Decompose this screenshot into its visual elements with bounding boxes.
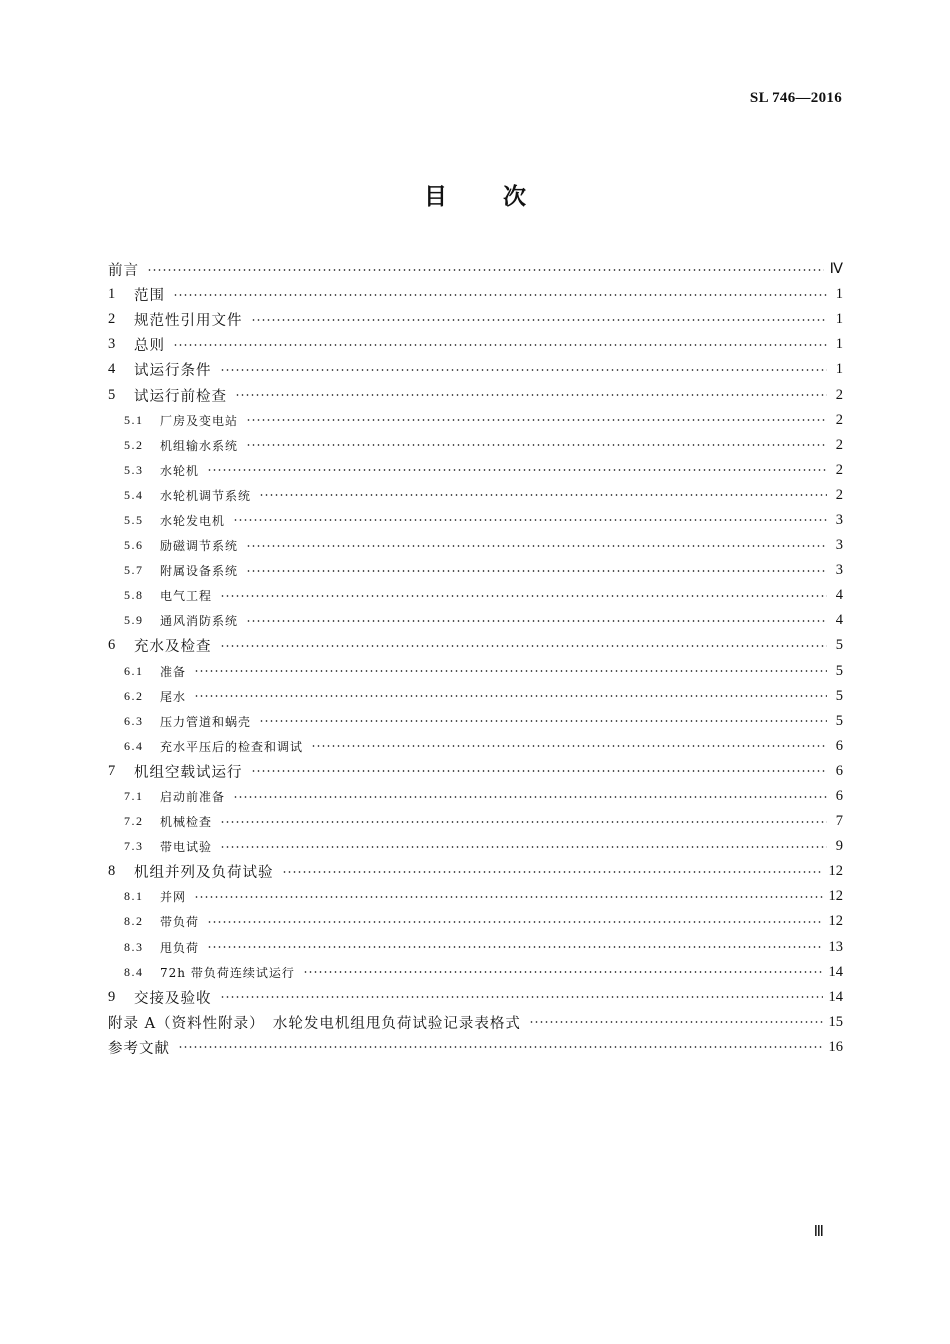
toc-entry-title: 机组输水系统 <box>160 438 239 453</box>
dot-leader <box>246 570 827 572</box>
title-char-right: 次 <box>503 184 526 210</box>
toc-entry-title: 试运行前检查 <box>134 388 227 405</box>
dot-leader <box>282 871 823 873</box>
toc-entry-page: 3 <box>835 511 843 528</box>
toc-entry-number: 5.2 <box>124 437 144 452</box>
toc-entry-number: 5.3 <box>124 462 144 477</box>
toc-entry-title: 充水及检查 <box>134 639 212 656</box>
toc-entry-title: 电气工程 <box>160 589 213 604</box>
footer-page-number: Ⅲ <box>813 1224 824 1240</box>
toc-entry[interactable] <box>108 834 843 859</box>
dot-leader <box>220 996 823 998</box>
toc-entry-number: 8 <box>108 863 116 880</box>
toc-entry-page: 5 <box>835 637 843 654</box>
toc-entry-title: 总则 <box>134 338 165 355</box>
toc-entry-page: 1 <box>835 311 843 328</box>
toc-entry[interactable] <box>108 483 843 508</box>
toc-entry[interactable] <box>108 1035 843 1060</box>
toc-entry-title: 范围 <box>134 288 165 305</box>
toc-entry-title: 并网 <box>160 890 187 905</box>
toc-entry[interactable] <box>108 734 843 759</box>
toc-entry[interactable] <box>108 909 843 934</box>
toc-entry-page: 2 <box>835 486 843 503</box>
toc-entry-number: 6.1 <box>124 663 144 678</box>
toc-entry-page: 4 <box>835 587 843 604</box>
toc-entry-title: 72h 带负荷连续试运行 <box>160 965 295 980</box>
dot-leader <box>246 419 827 421</box>
toc-entry-page: 15 <box>828 1013 843 1030</box>
toc-entry-number: 6.2 <box>124 688 144 703</box>
toc-entry[interactable] <box>108 558 843 583</box>
toc-entry-title: 水轮机 <box>160 463 200 478</box>
toc-entry-number: 8.4 <box>124 964 144 979</box>
dot-leader <box>173 294 827 296</box>
dot-leader <box>194 695 827 697</box>
toc-entry[interactable] <box>108 583 843 608</box>
dot-leader <box>207 946 822 948</box>
toc-entry-number: 8.3 <box>124 939 144 954</box>
toc-entry-number: 1 <box>108 286 116 303</box>
toc-entry[interactable] <box>108 357 843 382</box>
toc-entry-page: 2 <box>835 386 843 403</box>
toc-entry-title: 水轮发电机 <box>160 513 226 528</box>
toc-entry-title: 尾水 <box>160 689 187 704</box>
toc-entry-number: 6.3 <box>124 713 144 728</box>
toc-entry[interactable] <box>108 784 843 809</box>
dot-leader <box>194 896 822 898</box>
toc-entry[interactable] <box>108 533 843 558</box>
dot-leader <box>311 745 827 747</box>
toc-entry-page: Ⅳ <box>829 261 843 278</box>
toc-entry-number: 3 <box>108 336 116 353</box>
toc-entry-page: 2 <box>835 436 843 453</box>
toc-entry-title: 通风消防系统 <box>160 614 239 629</box>
toc-entry-page: 2 <box>835 411 843 428</box>
standard-code: SL 746—2016 <box>749 90 842 106</box>
dot-leader <box>207 469 827 471</box>
dot-leader <box>220 645 828 647</box>
dot-leader <box>207 921 822 923</box>
dot-leader <box>246 545 827 547</box>
toc-entry-title: 励磁调节系统 <box>160 539 239 554</box>
toc-entry-number: 5.8 <box>124 588 144 603</box>
toc-entry-page: 7 <box>835 813 843 830</box>
dot-leader <box>259 494 827 496</box>
toc-entry-number: 8.1 <box>124 889 144 904</box>
toc-entry-title: 附属设备系统 <box>160 564 239 579</box>
toc-entry[interactable] <box>108 307 843 332</box>
toc-entry-number: 5.5 <box>124 512 144 527</box>
toc-entry-number: 6 <box>108 637 116 654</box>
toc-entry[interactable] <box>108 433 843 458</box>
toc-entry-number: 5.7 <box>124 563 144 578</box>
dot-leader <box>235 394 827 396</box>
dot-leader <box>147 269 824 271</box>
toc-entry[interactable] <box>108 382 843 407</box>
toc-entry-number: 7.2 <box>124 814 144 829</box>
toc-entry[interactable] <box>108 884 843 909</box>
toc-entry-number: 5.9 <box>124 613 144 628</box>
toc-entry[interactable] <box>108 257 843 282</box>
dot-leader <box>303 971 823 973</box>
toc-entry-page: 14 <box>828 963 843 980</box>
toc-entry[interactable] <box>108 759 843 784</box>
toc-entry-page: 12 <box>828 888 843 905</box>
toc-entry-title: 机组并列及负荷试验 <box>134 865 274 882</box>
toc-entry[interactable] <box>108 935 843 960</box>
toc-entry-number: 7.1 <box>124 789 144 804</box>
toc-entry-number: 8.2 <box>124 914 144 929</box>
toc-entry[interactable] <box>108 332 843 357</box>
toc-entry-number: 9 <box>108 988 116 1005</box>
toc-entry-title: 交接及验收 <box>134 990 212 1007</box>
toc-entry-title: 水轮机调节系统 <box>160 488 252 503</box>
toc-entry[interactable] <box>108 458 843 483</box>
toc-entry-page: 5 <box>835 687 843 704</box>
toc-entry-number: 5.4 <box>124 487 144 502</box>
toc-entry-page: 1 <box>835 336 843 353</box>
toc-entry-title: 前言 <box>108 263 139 280</box>
toc-entry[interactable] <box>108 659 843 684</box>
dot-leader <box>220 595 827 597</box>
toc-entry-number: 4 <box>108 361 116 378</box>
dot-leader <box>233 796 827 798</box>
dot-leader <box>173 344 827 346</box>
toc-entry[interactable] <box>108 960 843 985</box>
dot-leader <box>220 821 827 823</box>
toc-entry-page: 1 <box>835 286 843 303</box>
toc-entry-page: 4 <box>835 612 843 629</box>
toc-entry-title: 规范性引用文件 <box>134 313 243 330</box>
toc-entry-number: 7.3 <box>124 839 144 854</box>
toc-entry-number: 6.4 <box>124 738 144 753</box>
toc-entry-page: 9 <box>835 838 843 855</box>
toc-entry-page: 3 <box>835 562 843 579</box>
toc-entry-page: 13 <box>828 938 843 955</box>
toc-entry-page: 6 <box>835 788 843 805</box>
toc-entry-title: 机组空载试运行 <box>134 764 243 781</box>
toc-entry[interactable] <box>108 508 843 533</box>
toc-entry[interactable] <box>108 608 843 633</box>
dot-leader <box>251 770 828 772</box>
toc-entry-title: 带电试验 <box>160 840 213 855</box>
dot-leader <box>233 519 827 521</box>
page-title <box>0 178 950 211</box>
toc-entry-number: 7 <box>108 762 116 779</box>
dot-leader <box>220 846 827 848</box>
toc-entry[interactable] <box>108 709 843 734</box>
toc-entry-page: 6 <box>835 762 843 779</box>
toc-entry[interactable] <box>108 282 843 307</box>
toc-entry[interactable] <box>108 1010 843 1035</box>
toc-entry-page: 6 <box>835 737 843 754</box>
toc-entry-title: 带负荷 <box>160 915 200 930</box>
toc-entry[interactable] <box>108 859 843 884</box>
toc-entry-page: 2 <box>835 461 843 478</box>
dot-leader <box>220 369 828 371</box>
toc-entry[interactable] <box>108 633 843 658</box>
toc-entry-title: 充水平压后的检查和调试 <box>160 739 304 754</box>
toc-entry-title: 甩负荷 <box>160 940 200 955</box>
toc-entry-page: 12 <box>828 863 843 880</box>
table-of-contents <box>108 257 843 1060</box>
dot-leader <box>246 444 827 446</box>
toc-entry[interactable] <box>108 684 843 709</box>
toc-entry-page: 3 <box>835 537 843 554</box>
toc-entry-page: 16 <box>828 1038 843 1055</box>
dot-leader <box>529 1021 823 1023</box>
toc-entry[interactable] <box>108 809 843 834</box>
dot-leader <box>246 620 827 622</box>
toc-entry-title: 厂房及变电站 <box>160 413 239 428</box>
toc-entry-title: 试运行条件 <box>134 363 212 380</box>
toc-entry-page: 14 <box>828 988 843 1005</box>
toc-entry-title: 准备 <box>160 664 187 679</box>
toc-entry-number: 5.1 <box>124 412 144 427</box>
toc-entry-title: 启动前准备 <box>160 790 226 805</box>
toc-entry-number: 2 <box>108 311 116 328</box>
toc-entry-title: 附录 A（资料性附录） 水轮发电机组甩负荷试验记录表格式 <box>108 1015 521 1032</box>
toc-entry[interactable] <box>108 408 843 433</box>
toc-entry-number: 5 <box>108 386 116 403</box>
toc-entry-page: 5 <box>835 662 843 679</box>
toc-entry-page: 12 <box>828 913 843 930</box>
toc-entry-page: 5 <box>835 712 843 729</box>
dot-leader <box>194 670 827 672</box>
toc-entry-title: 压力管道和蜗壳 <box>160 714 252 729</box>
dot-leader <box>259 720 827 722</box>
dot-leader <box>251 319 828 321</box>
toc-entry-number: 5.6 <box>124 538 144 553</box>
title-char-left: 目 <box>424 184 447 210</box>
toc-entry-title: 机械检查 <box>160 815 213 830</box>
toc-entry-title: 参考文献 <box>108 1040 170 1057</box>
dot-leader <box>178 1046 823 1048</box>
toc-entry[interactable] <box>108 985 843 1010</box>
toc-entry-page: 1 <box>835 361 843 378</box>
